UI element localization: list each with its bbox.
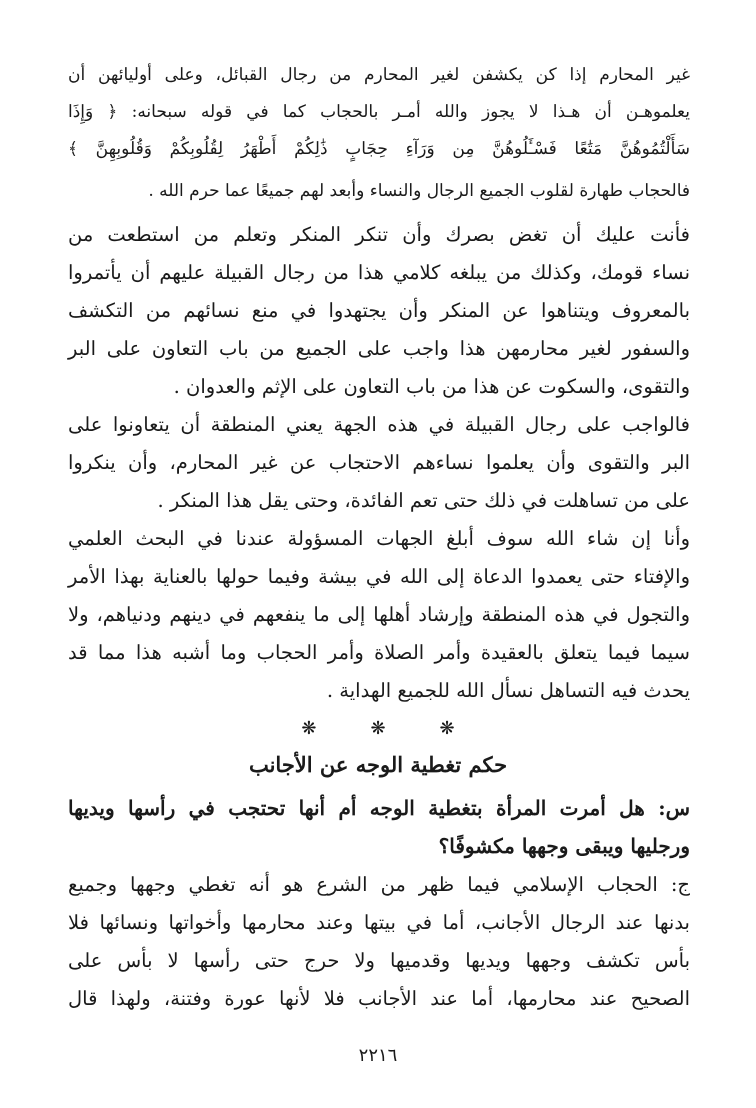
question-line-1: س: هل أمرت المرأة بتغطية الوجه أم أنها تحتجب في رأسها ويديها (68, 796, 690, 820)
answer-line-4: الصحيح عند محارمها، أما عند الأجانب فلا لأنها عورة وفتنة، ولهذا قال (68, 987, 690, 1010)
paragraph-1-line-2: يعلموهـن أن هـذا لا يجوز والله أمـر بالحجاب كما في قوله سبحانه: ﴿ وَإِذَا (68, 102, 690, 122)
paragraph-4-line-3: والتجول في هذه المنطقة وإرشاد أهلها إلى ما ينفعهم في دينهم ودنياهم، ولا (68, 603, 690, 626)
paragraph-3-line-1: فالواجب على رجال القبيلة في هذه الجهة يعني المنطقة أن يتعاونوا على (68, 413, 690, 436)
star-ornament: ❋ (301, 718, 317, 739)
question-line-2: ورجليها ويبقى وجهها مكشوفًا؟ (438, 834, 690, 858)
paragraph-2-line-3: بالمعروف ويتناهوا عن المنكر وأن يجتهدوا في منع نسائهم من التكشف (68, 299, 690, 322)
page-number: ٢٢١٦ (358, 1045, 398, 1066)
paragraph-2-line-5: والتقوى، والسكوت عن هذا من باب التعاون على الإثم والعدوان . (173, 375, 690, 398)
paragraph-4-line-1: وأنا إن شاء الله سوف أبلغ الجهات المسؤولة عندنا في البحث العلمي (68, 527, 690, 550)
star-ornament: ❋ (370, 718, 386, 739)
paragraph-2-line-2: نساء قومك، وكذلك من يبلغه كلامي هذا من رجال القبيلة عليهم أن يأتمروا (68, 261, 690, 284)
paragraph-3-line-2: البر والتقوى وأن يعلموا نساءهم الاحتجاب عن غير المحارم، وأن ينكروا (68, 451, 690, 474)
section-title: حكم تغطية الوجه عن الأجانب (248, 752, 508, 777)
section-separator (0, 718, 756, 739)
answer-line-3: بأس تكشف وجهها ويديها وقدميها ولا حرج حتى رأسها لا بأس على (68, 949, 690, 972)
star-ornament: ❋ (439, 718, 455, 739)
answer-line-2: بدنها عند الرجال الأجانب، أما في بيتها وعند محارمها وأخواتها ونسائها فلا (68, 911, 690, 934)
quran-verse-line: سَأَلْتُمُوهُنَّ مَتَٰعًا فَسْـَٔلُوهُنَّ مِن وَرَآءِ حِجَابٍ ذَٰلِكُمْ أَطْهَرُ لِقُلُوبِكُمْ وَقُلُوبِهِنَّ ﴾ (68, 139, 690, 159)
answer-line-1: ج: الحجاب الإسلامي فيما ظهر من الشرع هو أنه تغطي وجهها وجميع (68, 873, 690, 896)
paragraph-2-line-1: فأنت عليك أن تغض بصرك وأن تنكر المنكر وتعلم من استطعت من (68, 223, 690, 246)
paragraph-3-line-3: على من تساهلت في ذلك حتى تعم الفائدة، وحتى يقل هذا المنكر . (157, 489, 690, 512)
paragraph-2-line-4: والسفور لغير محارمهن هذا واجب على الجميع من باب التعاون على البر (68, 337, 690, 360)
paragraph-1-line-1: غير المحارم إذا كن يكشفن لغير المحارم من رجال القبائل، وعلى أوليائهن أن (68, 65, 690, 85)
paragraph-1-line-4: فالحجاب طهارة لقلوب الجميع الرجال والنساء وأبعد لهم جميعًا عما حرم الله . (148, 181, 690, 201)
paragraph-4-line-4: سيما فيما يتعلق بالعقيدة وأمر الصلاة وأمر الحجاب وما أشبه هذا مما قد (68, 641, 690, 664)
paragraph-4-line-2: والإفتاء حتى يعمدوا الدعاة إلى الله في بيشة وفيما حولها بالعناية بهذا الأمر (68, 565, 690, 588)
paragraph-4-line-5: يحدث فيه التساهل نسأل الله للجميع الهداية . (326, 679, 690, 702)
